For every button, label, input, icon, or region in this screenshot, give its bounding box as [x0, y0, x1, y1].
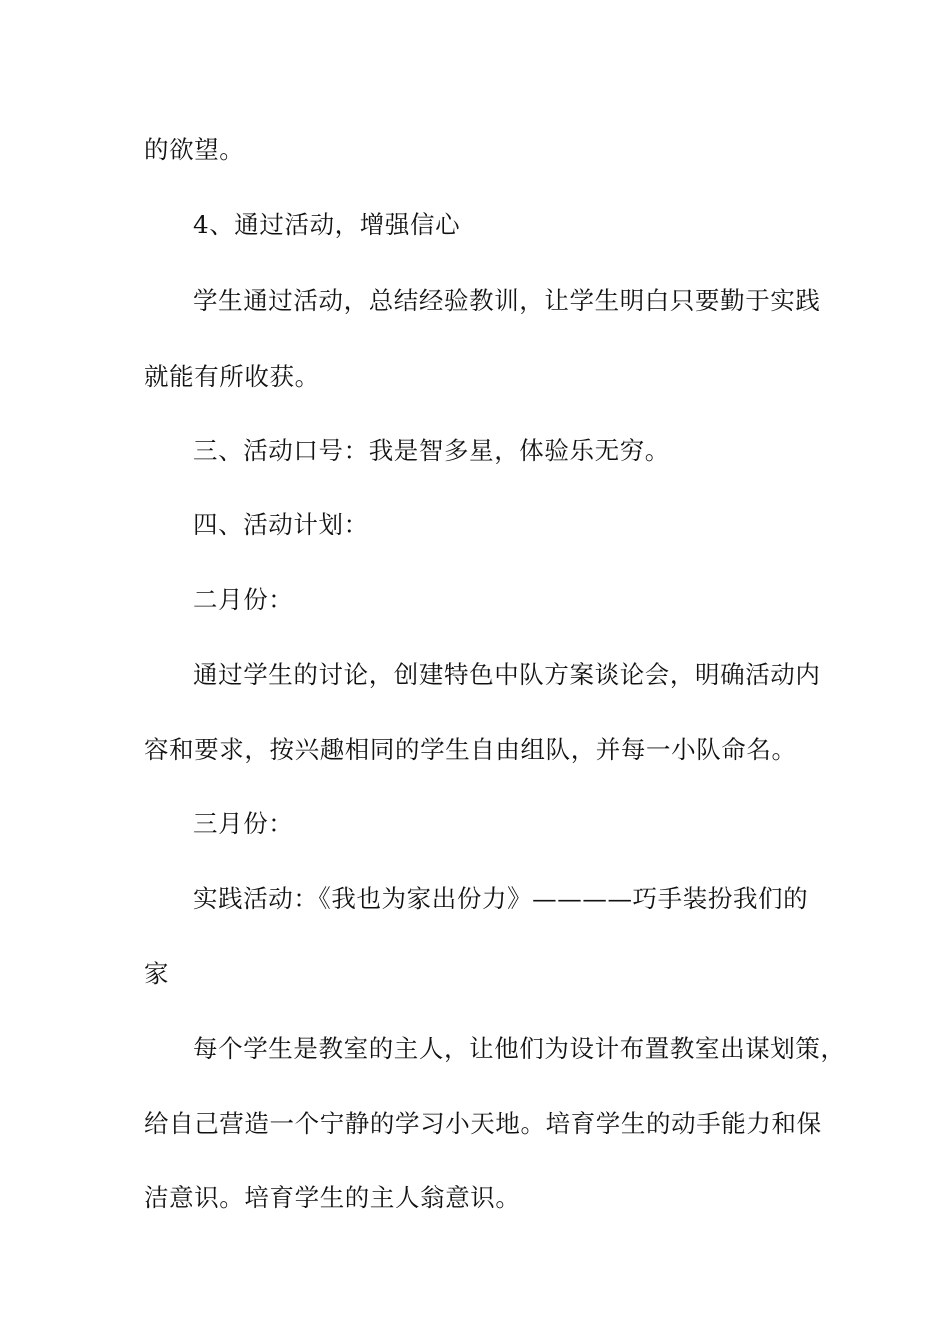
paragraph-classroom-line-2: 给自己营造一个宁静的学习小天地。培育学生的动手能力和保: [144, 1109, 822, 1138]
paragraph-classroom-line-1: 每个学生是教室的主人，让他们为设计布置教室出谋划策，: [193, 1034, 846, 1063]
subheading-february: 二月份：: [193, 585, 294, 614]
paragraph-continuation-desire: 的欲望。: [144, 135, 245, 164]
heading-activity-plan: 四、活动计划：: [193, 510, 369, 539]
paragraph-march-activity-line-1: 实践活动：《我也为家出份力》————巧手装扮我们的: [193, 884, 809, 913]
paragraph-february-line-2: 容和要求，按兴趣相同的学生自由组队，并每一小队命名。: [144, 735, 797, 764]
heading-activity-slogan: 三、活动口号：我是智多星，体验乐无穷。: [193, 436, 670, 465]
paragraph-february-line-1: 通过学生的讨论，创建特色中队方案谈论会，明确活动内: [193, 660, 821, 689]
paragraph-practice-line-1: 学生通过活动，总结经验教训，让学生明白只要勤于实践: [193, 286, 821, 315]
paragraph-practice-line-2: 就能有所收获。: [144, 362, 320, 391]
subheading-march: 三月份：: [193, 809, 294, 838]
paragraph-march-activity-line-2: 家: [144, 959, 170, 988]
paragraph-classroom-line-3: 洁意识。培育学生的主人翁意识。: [144, 1183, 521, 1212]
subheading-build-confidence: 4、通过活动，增强信心: [193, 210, 461, 239]
